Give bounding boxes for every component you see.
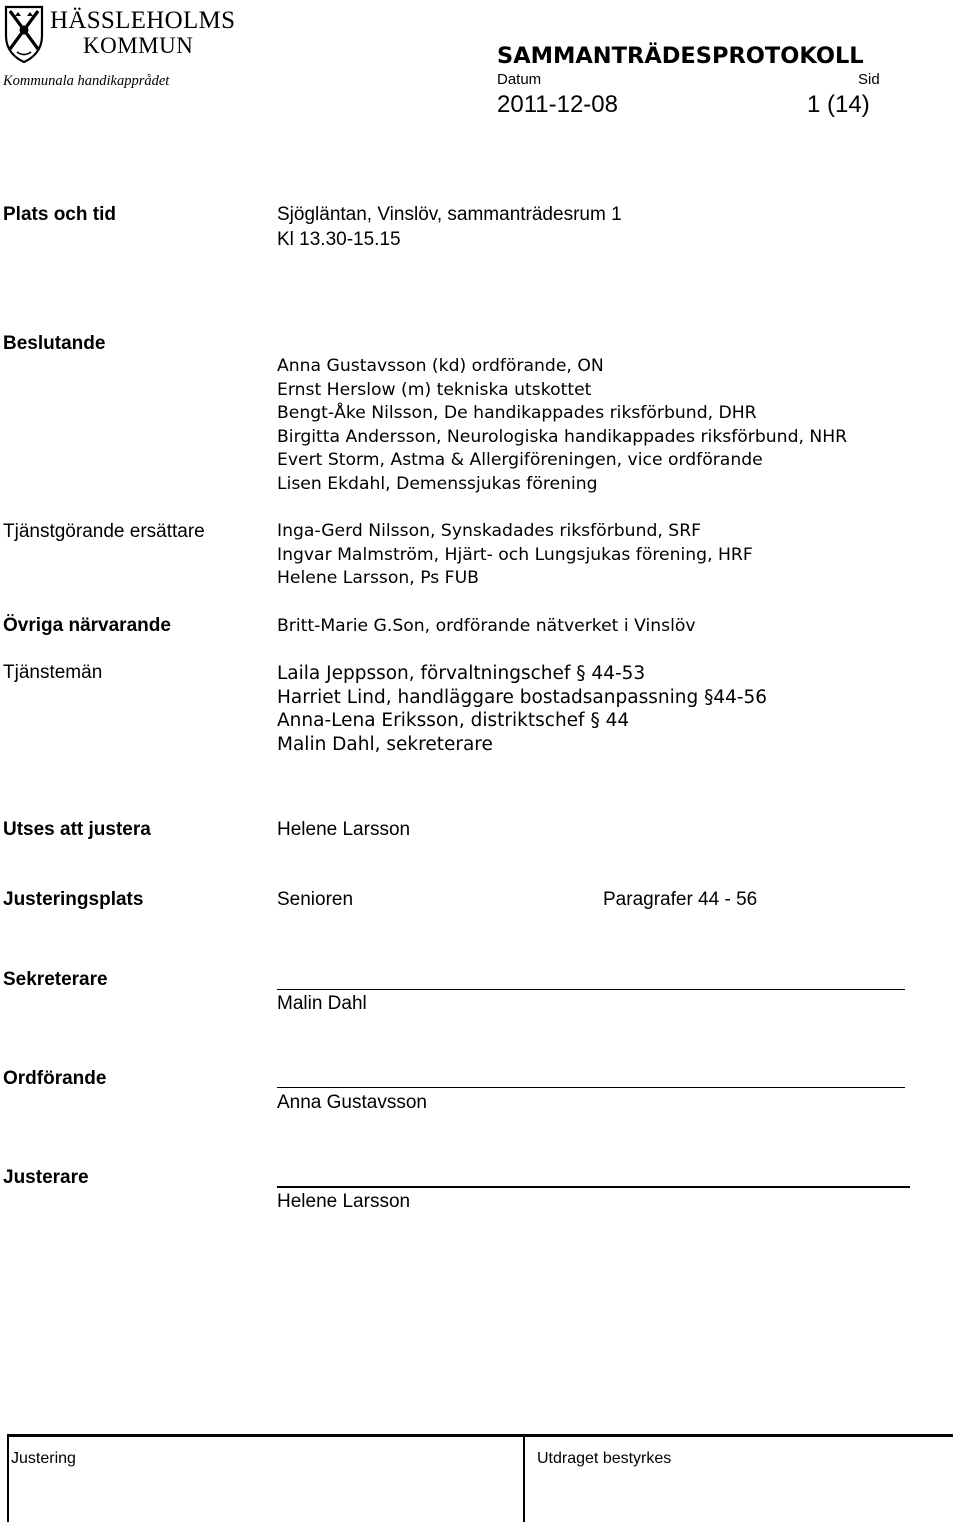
signature-role: Sekreterare: [3, 969, 108, 990]
list-item: Ingvar Malmström, Hjärt- och Lungsjukas förening, HRF: [277, 544, 753, 565]
list-item: Harriet Lind, handläggare bostadsanpassning §44-56: [277, 686, 768, 708]
list-item: Lisen Ekdahl, Demenssjukas förening: [277, 473, 598, 494]
org-name-line1: HÄSSLEHOLMS: [50, 7, 236, 34]
meeting-time: Kl 13.30-15.15: [277, 229, 401, 250]
footer-utdraget-label: Utdraget bestyrkes: [537, 1450, 672, 1467]
justeringsplats-label: Justeringsplats: [3, 889, 144, 910]
list-item: Birgitta Andersson, Neurologiska handikappades riksförbund, NHR: [277, 426, 848, 447]
signature-line: [277, 989, 905, 990]
date-label: Datum: [497, 71, 542, 88]
list-item: Evert Storm, Astma & Allergiföreningen, vice ordförande: [277, 450, 763, 471]
list-item: Malin Dahl, sekreterare: [277, 733, 493, 755]
ersattare-list: [277, 520, 753, 591]
signature-role: Ordförande: [3, 1068, 107, 1089]
list-item: Britt-Marie G.Son, ordförande nätverket i Vinslöv: [277, 616, 696, 636]
org-name-line2: KOMMUN: [83, 33, 194, 58]
beslutande-label: Beslutande: [3, 333, 106, 354]
doc-type-title: SAMMANTRÄDESPROTOKOLL: [497, 43, 864, 69]
meeting-place: Sjögläntan, Vinslöv, sammanträdesrum 1: [277, 204, 622, 225]
ovriga-list: [277, 615, 696, 639]
list-item: Laila Jeppsson, förvaltningschef § 44-53: [277, 663, 646, 684]
signature-role: Justerare: [3, 1167, 89, 1188]
place-label: Plats och tid: [3, 204, 116, 225]
list-item: Anna Gustavsson (kd) ordförande, ON: [277, 356, 604, 376]
footer-justering-label: Justering: [11, 1450, 76, 1467]
ovriga-label: Övriga närvarande: [3, 615, 171, 636]
beslutande-list: [277, 355, 847, 497]
meeting-date: 2011-12-08: [497, 91, 618, 118]
justera-label: Utses att justera: [3, 819, 151, 840]
tjansteman-label: Tjänstemän: [3, 662, 103, 683]
signature-name: Anna Gustavsson: [277, 1092, 427, 1113]
list-item: Helene Larsson, Ps FUB: [277, 568, 479, 589]
list-item: Inga-Gerd Nilsson, Synskadades riksförbund, SRF: [277, 521, 702, 541]
signature-line: [277, 1087, 905, 1088]
department-name: Kommunala handikapprådet: [3, 73, 170, 89]
list-item: Ernst Herslow (m) tekniska utskottet: [277, 379, 592, 400]
coat-of-arms-icon: [3, 4, 45, 64]
list-item: Anna-Lena Eriksson, distriktschef § 44: [277, 710, 630, 732]
paragraphs-value: Paragrafer 44 - 56: [603, 889, 758, 910]
signature-name: Malin Dahl: [277, 993, 367, 1014]
signature-name: Helene Larsson: [277, 1191, 411, 1212]
list-item: Bengt-Åke Nilsson, De handikappades riksförbund, DHR: [277, 403, 757, 424]
justeringsplats-value: Senioren: [277, 889, 354, 910]
signature-line: [277, 1186, 910, 1188]
tjansteman-list: [277, 662, 767, 756]
justera-value: Helene Larsson: [277, 819, 411, 840]
page-number: 1 (14): [807, 91, 870, 118]
footer-top-rule: [7, 1434, 953, 1437]
page-label: Sid: [858, 71, 880, 88]
footer-left-divider: [7, 1434, 9, 1522]
ersattare-label: Tjänstgörande ersättare: [3, 521, 205, 542]
footer-mid-divider: [523, 1434, 525, 1522]
